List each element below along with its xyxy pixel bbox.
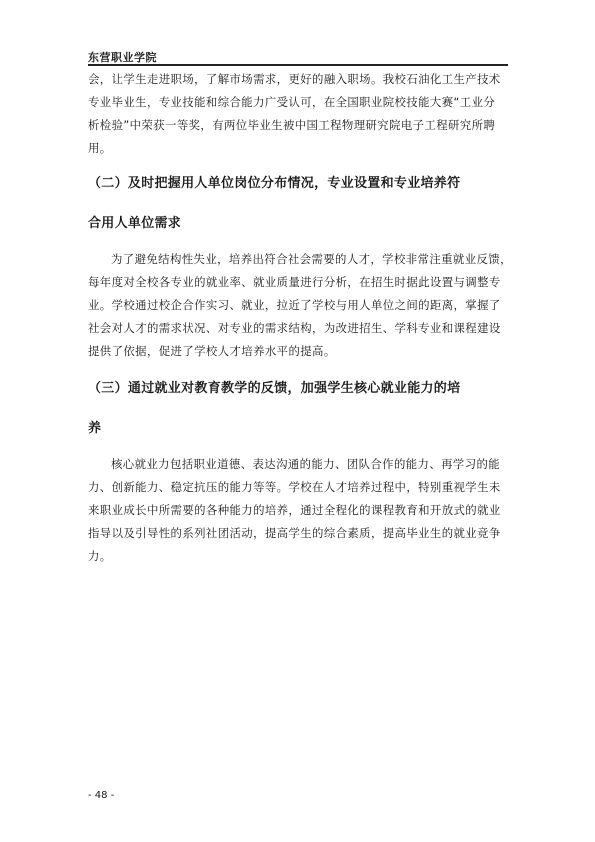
paragraph-line: 每年度对全校各专业的就业率、就业质量进行分析，在招生时据此设置与调整专 (88, 275, 501, 289)
paragraph-line: 力、创新能力、稳定抗压的能力等等。学校在人才培养过程中，特别重视学生未 (88, 480, 501, 494)
paragraph-line: 用。 (88, 141, 112, 155)
paragraph-line: 业。学校通过校企合作实习、就业，拉近了学校与用人单位之间的距离，掌握了 (88, 298, 501, 312)
heading-line: （三）通过就业对教育教学的反馈，加强学生核心就业能力的培 (88, 381, 461, 396)
paragraph-line: 提供了依据，促进了学校人才培养水平的提高。 (88, 344, 336, 358)
running-header-title: 东营职业学院 (88, 51, 157, 64)
paragraph-line: 力。 (88, 549, 112, 563)
paragraph-line: 指导以及引导性的系列社团活动，提高学生的综合素质，提高毕业生的就业竞争 (88, 526, 501, 540)
paragraph-line: 来职业成长中所需要的各种能力的培养，通过全程化的课程教育和开放式的就业 (88, 503, 501, 517)
section-heading-3 (88, 379, 508, 439)
page-number: - 48 - (88, 790, 115, 801)
heading-line: 养 (88, 421, 102, 436)
paragraph-employment-feedback (88, 248, 512, 363)
page-body (88, 68, 512, 568)
paragraph-line: 析检验”中荣获一等奖，有两位毕业生被中国工程物理研究院电子工程研究所聘 (88, 118, 496, 132)
paragraph-line: 核心就业力包括职业道德、表达沟通的能力、团队合作的能力、再学习的能 (111, 457, 501, 471)
header-divider (88, 64, 508, 66)
paragraph-line: 专业毕业生，专业技能和综合能力广受认可，在全国职业院校技能大赛“工业分 (88, 95, 496, 109)
paragraph-core-employability (88, 453, 508, 568)
heading-line: （二）及时把握用人单位岗位分布情况，专业设置和专业培养符 (88, 176, 461, 191)
heading-line: 合用人单位需求 (88, 216, 182, 231)
paragraph-line: 社会对人才的需求状况、对专业的需求结构，为改进招生、学科专业和课程建设 (88, 321, 501, 335)
paragraph-line: 会，让学生走进职场，了解市场需求，更好的融入职场。我校石油化工生产技术 (88, 72, 501, 86)
paragraph-line: 为了避免结构性失业，培养出符合社会需要的人才，学校非常注重就业反馈， (111, 252, 512, 266)
section-heading-2 (88, 174, 508, 234)
paragraph-continued (88, 68, 508, 160)
